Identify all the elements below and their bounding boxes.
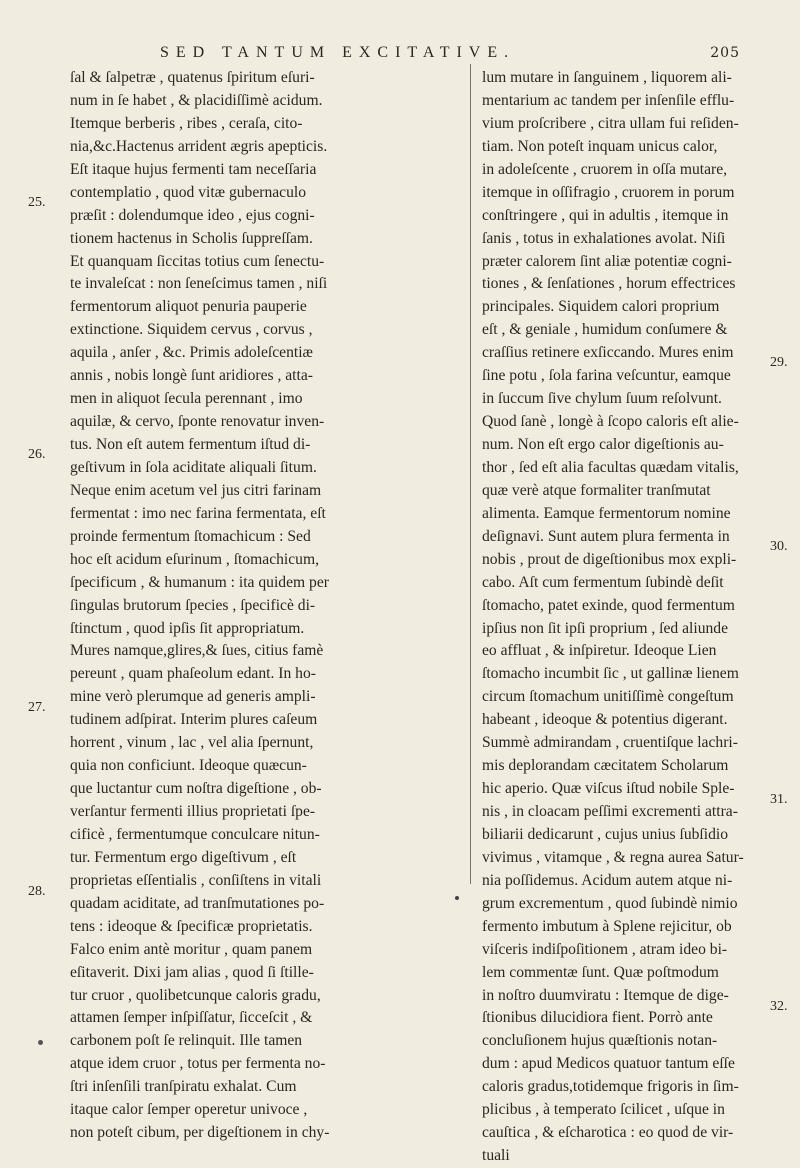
text-line: præter calorem ſint aliæ potentiæ cogni- bbox=[482, 252, 732, 270]
text-line: eſitaverit. Dixi jam alias , quod ſi ſtille- bbox=[70, 963, 314, 981]
text-line: mis deplorandam cæcitatem Scholarum bbox=[482, 757, 729, 775]
text-line: num. Non eſt ergo calor digeſtionis au- bbox=[482, 436, 724, 453]
text-line: fermentorum aliquot penuria pauperie bbox=[70, 298, 307, 316]
text-line: ſingulas brutorum ſpecies , ſpecificè di- bbox=[70, 596, 316, 614]
text-line: præſit : dolendumque ideo , ejus cogni- bbox=[70, 206, 315, 224]
text-line: habeant , ideoque & potentius digerant. bbox=[482, 711, 728, 729]
text-line: ſpecificum , & humanum : ita quidem per bbox=[70, 573, 329, 591]
section-number: 31. bbox=[770, 792, 788, 807]
text-line: aquilæ, & cervo, ſponte renovatur inven- bbox=[70, 413, 325, 431]
text-line: te invaleſcat : non ſeneſcimus tamen , niſi bbox=[70, 275, 328, 293]
text-line: nobis , prout de digeſtionibus mox expli- bbox=[482, 550, 737, 568]
text-line: ſanis , totus in exhalationes avolat. Niſi bbox=[482, 229, 726, 247]
text-line: itaque calor ſemper operetur univoce , bbox=[70, 1101, 308, 1119]
text-line: viſceris indiſpoſitionem , atram ideo bi- bbox=[482, 940, 728, 958]
text-line: quia non conficiunt. Ideoque quæcun- bbox=[70, 757, 307, 775]
text-line: conſtringere , qui in adultis , itemque in bbox=[482, 206, 729, 224]
text-line: principales. Siquidem calori proprium bbox=[482, 298, 720, 316]
text-line: fermentat : imo nec farina fermentata, eſt bbox=[70, 504, 326, 522]
text-line: tudinem adſpirat. Interim plures caſeum bbox=[70, 711, 318, 729]
section-number: 29. bbox=[770, 355, 788, 370]
text-line: mentarium ac tandem per inſenſile efflu- bbox=[482, 91, 735, 109]
text-line: mine verò plerumque ad generis ampli- bbox=[70, 688, 316, 706]
text-line: circum ſtomachum unitiſſimè congeſtum bbox=[482, 688, 734, 706]
text-line: atque idem cruor , totus per fermenta no- bbox=[70, 1055, 326, 1073]
text-line: quæ verè atque formaliter tranſmutat bbox=[482, 481, 711, 499]
text-line: vivimus , vitamque , & regna aurea Satur- bbox=[482, 848, 744, 866]
text-line: concluſionem hujus quæſtionis notan- bbox=[482, 1032, 718, 1050]
text-line: verſantur fermenti illius proprietati ſpe- bbox=[70, 803, 316, 820]
text-line: Et quanquam ſiccitas totius cum ſenectu- bbox=[70, 252, 325, 270]
text-line: ſtomacho incumbit ſic , ut gallinæ lienem bbox=[482, 665, 739, 683]
text-line: carbonem poſt ſe relinquit. Ille tamen bbox=[70, 1032, 303, 1050]
text-line: hic aperio. Quæ viſcus iſtud nobile Sple- bbox=[482, 780, 735, 798]
text-line: ſtomacho, patet exinde, quod fermentum bbox=[482, 596, 735, 614]
column-divider bbox=[470, 64, 471, 884]
ink-speck bbox=[455, 896, 459, 900]
text-line: Summè admirandam , cruentiſque lachri- bbox=[482, 734, 738, 752]
text-line: ſtionibus dilucidiora fient. Porrò ante bbox=[482, 1009, 713, 1027]
text-line: proinde fermentum ſtomachicum : Sed bbox=[70, 527, 311, 545]
text-line: craſſius retinere exſiccando. Mures enim bbox=[482, 344, 734, 362]
text-line: contemplatio , quod vitæ gubernaculo bbox=[70, 183, 307, 201]
section-number: 25. bbox=[28, 195, 46, 210]
text-line: Eſt itaque hujus fermenti tam neceſſaria bbox=[70, 160, 317, 178]
text-line: lum mutare in ſanguinem , liquorem ali- bbox=[482, 69, 732, 86]
text-line: Quod ſanè , longè à ſcopo caloris eſt alie- bbox=[482, 413, 739, 431]
text-line: caloris gradus,totidemque frigoris in ſim- bbox=[482, 1078, 739, 1096]
text-line: tuali bbox=[482, 1147, 510, 1165]
text-line: eo affluat , & inſpiretur. Ideoque Lien bbox=[482, 642, 717, 660]
right-column bbox=[482, 67, 767, 1168]
text-line: tus. Non eſt autem fermentum iſtud di- bbox=[70, 436, 311, 453]
text-line: extinctione. Siquidem cervus , corvus , bbox=[70, 321, 313, 339]
text-line: biliarii dedicarunt , cujus unius ſubſidio bbox=[482, 825, 728, 843]
text-line: cauſtica , & eſcharotica : eo quod de vir- bbox=[482, 1124, 734, 1142]
text-line: num in ſe habet , & placidiſſimè acidum. bbox=[70, 91, 323, 109]
text-line: grum excrementum , quod ſubindè nimio bbox=[482, 894, 738, 912]
text-line: attamen ſemper inſpiſſatur, ſicceſcit , & bbox=[70, 1009, 313, 1027]
text-line: Itemque berberis , ribes , ceraſa, cito- bbox=[70, 114, 303, 132]
section-number: 30. bbox=[770, 539, 788, 554]
text-line: que luctantur cum noſtra digeſtione , ob- bbox=[70, 780, 322, 798]
text-line: horrent , vinum , lac , vel alia ſpernunt, bbox=[70, 734, 314, 752]
text-line: proprietas eſſentialis , conſiſtens in vitali bbox=[70, 871, 322, 889]
text-line: aquila , anſer , &c. Primis adoleſcentiæ bbox=[70, 344, 313, 362]
text-line: nia,&c.Hactenus arrident ægris apepticis. bbox=[70, 137, 328, 155]
text-line: thor , ſed eſt alia facultas quædam vitalis, bbox=[482, 458, 739, 476]
text-line: geſtivum in ſola aciditate aliquali ſitum. bbox=[70, 458, 317, 476]
page-number: 205 bbox=[710, 45, 740, 61]
text-line: Mures namque,glires,& ſues, citius famè bbox=[70, 642, 324, 660]
text-line: lem commentæ ſunt. Quæ poſtmodum bbox=[482, 963, 719, 981]
text-line: plicibus , à temperato ſcilicet , uſque in bbox=[482, 1101, 725, 1119]
text-line: cabo. Aſt cum fermentum ſubindè deſit bbox=[482, 573, 724, 591]
section-number: 28. bbox=[28, 884, 46, 899]
section-number: 26. bbox=[28, 447, 46, 462]
text-line: ſine potu , ſola farina veſcuntur, eamque bbox=[482, 367, 731, 385]
text-line: pereunt , quam phaſeolum edant. In ho- bbox=[70, 665, 316, 683]
text-line: tens : ideoque & ſpecificæ proprietatis. bbox=[70, 917, 313, 935]
section-number: 32. bbox=[770, 999, 788, 1014]
text-line: nia poſſidemus. Acidum autem atque ni- bbox=[482, 871, 733, 889]
text-line: deſignavi. Sunt autem plura fermenta in bbox=[482, 527, 730, 545]
text-line: non poteſt cibum, per digeſtionem in chy- bbox=[70, 1124, 330, 1142]
text-line: tionem hactenus in Scholis ſuppreſſam. bbox=[70, 229, 313, 247]
text-line: vium proſcribere , citra ullam fui reſiden- bbox=[482, 114, 739, 132]
ink-speck bbox=[38, 1040, 43, 1045]
text-line: nis , in cloacam peſſimi excrementi attra- bbox=[482, 803, 738, 820]
text-line: ſtri inſenſili tranſpiratu exhalat. Cum bbox=[70, 1078, 297, 1096]
text-line: tiam. Non poteſt inquam unicus calor, bbox=[482, 137, 718, 155]
text-line: ipſius non ſit ipſi proprium , ſed aliunde bbox=[482, 619, 729, 637]
text-line: Neque enim acetum vel jus citri farinam bbox=[70, 481, 322, 499]
text-line: fermento imbutum à Splene rejicitur, ob bbox=[482, 917, 732, 935]
text-line: in adoleſcente , cruorem in oſſa mutare, bbox=[482, 160, 728, 178]
page-header bbox=[160, 44, 740, 62]
text-line: men in aliquot ſecula perennant , imo bbox=[70, 390, 303, 408]
running-title: SED TANTUM EXCITATIVE. bbox=[160, 44, 516, 61]
text-line: tur cruor , quolibetcunque caloris gradu, bbox=[70, 986, 321, 1004]
text-line: hoc eſt acidum eſurinum , ſtomachicum, bbox=[70, 550, 319, 568]
text-line: ſtinctum , quod ipſis ſit appropriatum. bbox=[70, 619, 305, 637]
text-line: annis , nobis longè ſunt aridiores , atta- bbox=[70, 367, 313, 385]
text-line: ſal & ſalpetræ , quatenus ſpiritum eſuri- bbox=[70, 69, 315, 86]
text-line: alimenta. Eamque fermentorum nomine bbox=[482, 504, 731, 522]
text-line: tur. Fermentum ergo digeſtivum , eſt bbox=[70, 848, 297, 866]
text-line: itemque in oſſifragio , cruorem in porum bbox=[482, 183, 735, 201]
text-line: in noſtro duumviratu : Itemque de dige- bbox=[482, 986, 729, 1004]
section-number: 27. bbox=[28, 700, 46, 715]
text-line: Falco enim antè moritur , quam panem bbox=[70, 940, 313, 958]
text-line: dum : apud Medicos quatuor tantum eſſe bbox=[482, 1055, 735, 1073]
text-line: quadam aciditate, ad tranſmutationes po- bbox=[70, 894, 325, 912]
text-line: eſt , & geniale , humidum conſumere & bbox=[482, 321, 728, 339]
text-line: in ſuccum ſive chylum ſuum reſolvunt. bbox=[482, 390, 722, 408]
text-line: tiones , & ſenſationes , horum effectrices bbox=[482, 275, 736, 293]
left-column bbox=[70, 67, 460, 1145]
text-line: cificè , fermentumque conculcare nitun- bbox=[70, 825, 320, 843]
